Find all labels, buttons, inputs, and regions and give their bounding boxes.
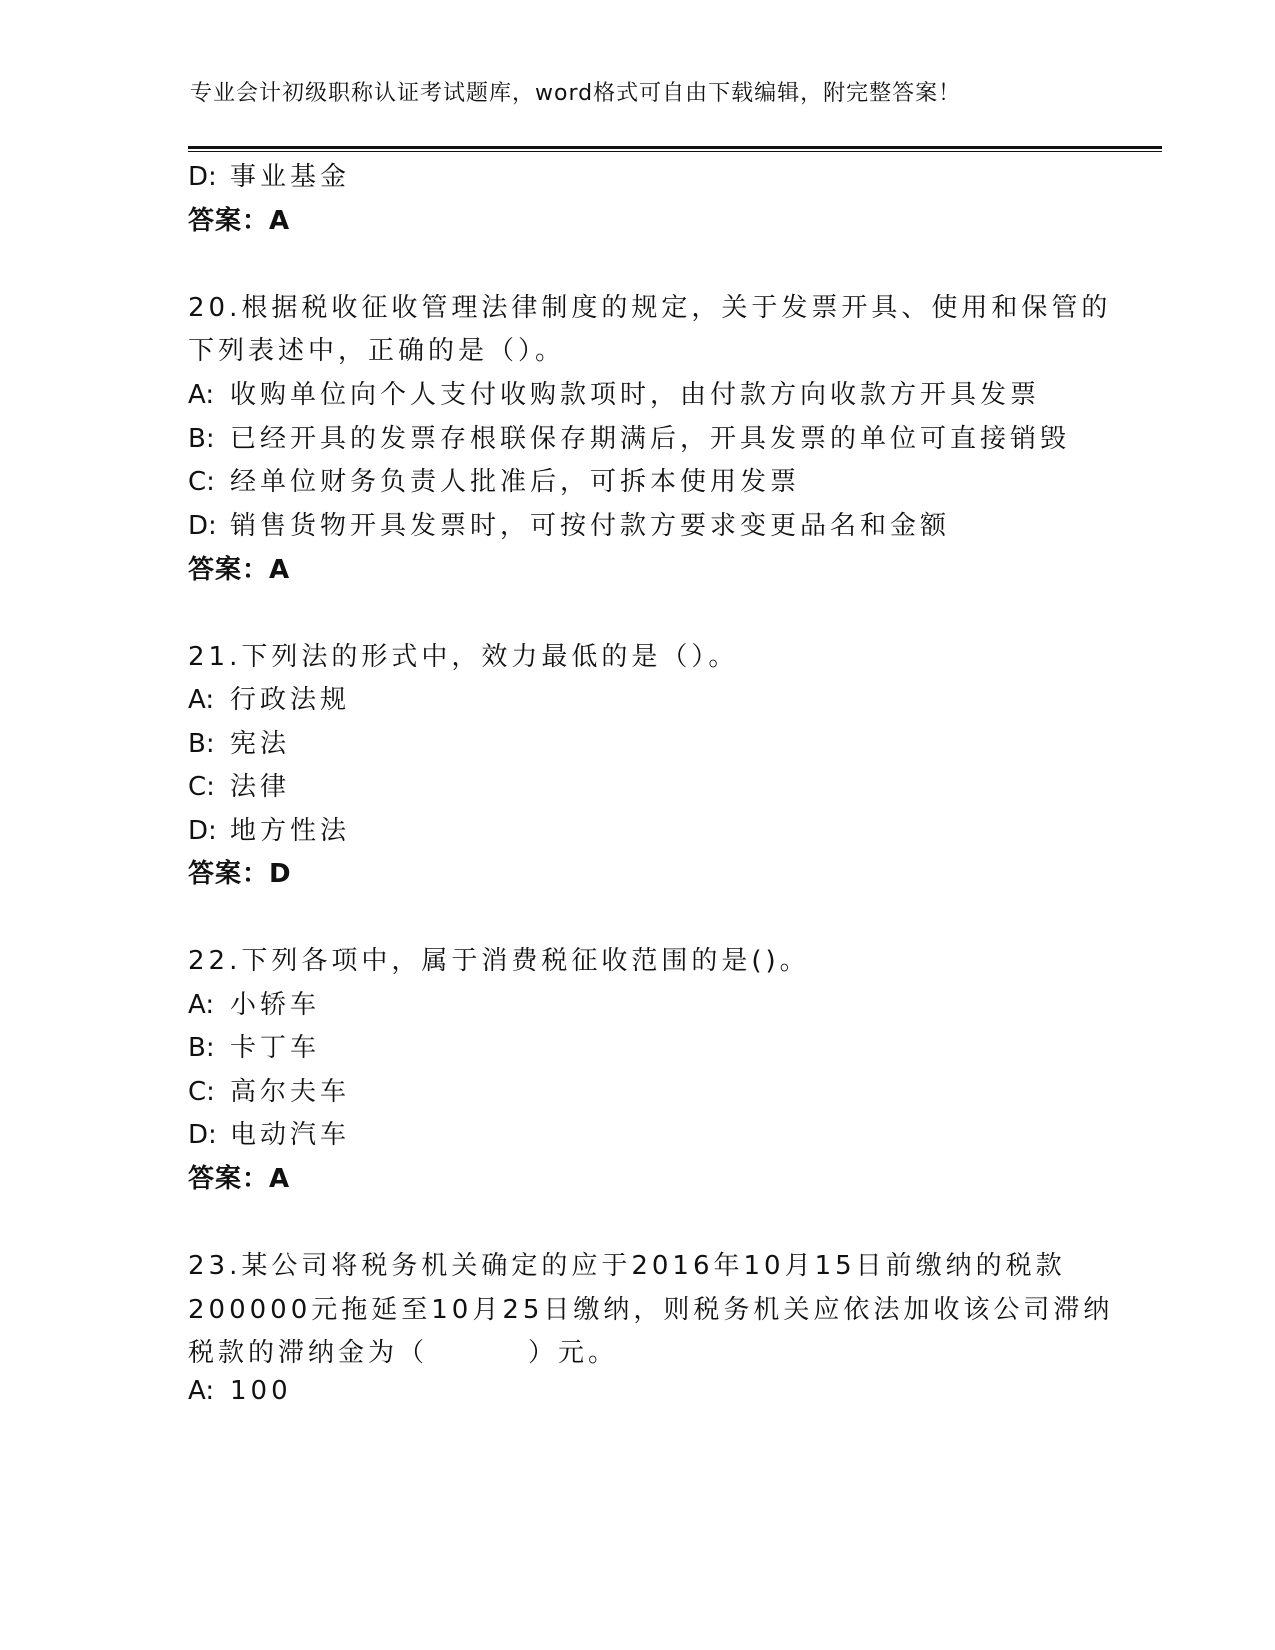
option-label: C:	[188, 467, 215, 497]
q21-option-d	[188, 810, 350, 847]
q21-option-c	[188, 766, 290, 803]
prev-answer: 答案：A	[188, 206, 291, 236]
option-text: 已经开具的发票存根联保存期满后，开具发票的单位可直接销毁	[230, 424, 1071, 454]
q22-stem-line1: 22.下列各项中，属于消费税征收范围的是()。	[188, 946, 810, 976]
q21-answer: 答案：D	[188, 859, 292, 889]
option-text: 收购单位向个人支付收购款项时，由付款方向收款方开具发票	[230, 380, 1041, 410]
q20-stem-line1: 20.根据税收征收管理法律制度的规定，关于发票开具、使用和保管的	[188, 293, 1112, 323]
q20-option-a	[188, 374, 1040, 411]
option-text: 法律	[230, 772, 291, 802]
q23-stem-line1: 23.某公司将税务机关确定的应于2016年10月15日前缴纳的税款	[188, 1251, 1066, 1281]
option-label: D:	[188, 816, 217, 846]
q23-stem-line3-end: ）元。	[528, 1338, 619, 1368]
option-label: B:	[188, 424, 215, 454]
q23-stem-line3	[188, 1332, 618, 1369]
option-label: C:	[188, 772, 215, 802]
q21-option-a	[188, 679, 350, 716]
option-label: A:	[188, 380, 215, 410]
option-label: A:	[188, 1376, 215, 1406]
option-label: D:	[188, 511, 217, 541]
option-label: A:	[188, 685, 215, 715]
option-text: 宪法	[230, 729, 291, 759]
option-text: 地方性法	[230, 816, 351, 846]
q22-answer: 答案：A	[188, 1164, 291, 1194]
option-text: 小轿车	[230, 990, 321, 1020]
q20-option-c	[188, 461, 800, 498]
option-label: B:	[188, 729, 215, 759]
option-text: 销售货物开具发票时，可按付款方要求变更品名和金额	[230, 511, 951, 541]
q21-option-b	[188, 723, 290, 760]
q23-stem-line3-start: 税款的滞纳金为（	[188, 1338, 429, 1368]
q20-option-b	[188, 418, 1070, 455]
q22-option-c	[188, 1071, 350, 1108]
option-text: 高尔夫车	[230, 1077, 351, 1107]
q20-stem-line2: 下列表述中，正确的是（）。	[188, 336, 566, 366]
q22-option-b	[188, 1027, 320, 1064]
q23-stem-line2: 200000元拖延至10月25日缴纳，则税务机关应依法加收该公司滞纳	[188, 1295, 1114, 1325]
q22-option-d	[188, 1114, 350, 1151]
option-text: 事业基金	[230, 162, 351, 192]
q20-answer: 答案：A	[188, 555, 291, 585]
option-label: D:	[188, 162, 217, 192]
option-text: 100	[230, 1376, 292, 1406]
option-label: A:	[188, 990, 215, 1020]
q23-option-a	[188, 1376, 292, 1406]
option-text: 卡丁车	[230, 1033, 321, 1063]
option-label: B:	[188, 1033, 215, 1063]
q21-stem-line1: 21.下列法的形式中，效力最低的是（）。	[188, 642, 739, 672]
option-label: C:	[188, 1077, 215, 1107]
option-text: 经单位财务负责人批准后，可拆本使用发票	[230, 467, 801, 497]
option-label: D:	[188, 1120, 217, 1150]
header-rule-thin	[188, 151, 1162, 152]
prev-option-d	[188, 156, 350, 193]
page-header: 专业会计初级职称认证考试题库，word格式可自由下载编辑，附完整答案！	[190, 81, 962, 106]
header-rule-thick	[188, 146, 1162, 149]
option-text: 电动汽车	[230, 1120, 351, 1150]
option-text: 行政法规	[230, 685, 351, 715]
q20-option-d	[188, 505, 950, 542]
q22-option-a	[188, 984, 320, 1021]
